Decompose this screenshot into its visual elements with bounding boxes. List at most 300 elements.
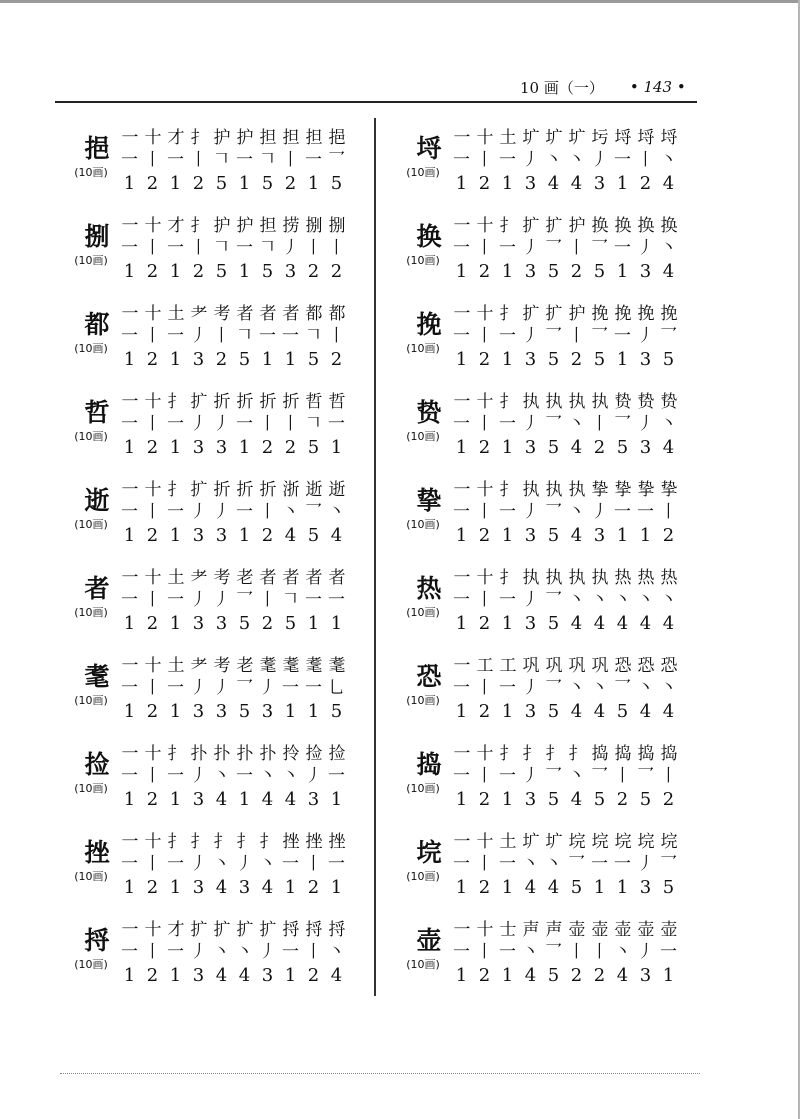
stroke-step: 扑 [213, 744, 230, 764]
stroke-step: 十 [144, 920, 161, 940]
stroke-code: 1 [455, 525, 468, 546]
stroke-code: 4 [593, 701, 606, 722]
stroke-shape: 一 [282, 942, 299, 962]
stroke-code: 2 [478, 525, 491, 546]
stroke-shapes [450, 676, 730, 700]
stroke-step: 换 [614, 216, 631, 236]
stroke-code: 1 [284, 965, 297, 986]
stroke-shape: 丿 [522, 502, 539, 522]
stroke-shape: 丿 [190, 678, 207, 698]
stroke-step: 十 [144, 392, 161, 412]
stroke-step: 扌 [190, 128, 207, 148]
stroke-shapes [118, 500, 398, 524]
stroke-shape: 丿 [591, 502, 608, 522]
stroke-code: 2 [146, 525, 159, 546]
stroke-build-sequence [118, 122, 398, 148]
stroke-step: 扩 [545, 216, 562, 236]
stroke-step: 一 [121, 744, 138, 764]
character-entry [392, 558, 712, 646]
stroke-shape: 一 [167, 414, 184, 434]
stroke-shapes [118, 852, 398, 876]
character-entry [60, 206, 380, 294]
stroke-step: 壶 [660, 920, 677, 940]
stroke-shape: 一 [259, 326, 276, 346]
stroke-codes [118, 524, 398, 548]
stroke-code: 3 [593, 525, 606, 546]
stroke-code: 1 [455, 261, 468, 282]
stroke-shape: 丶 [660, 238, 677, 258]
stroke-code: 2 [570, 261, 583, 282]
stroke-shape: 丶 [568, 678, 585, 698]
character-entry [60, 646, 380, 734]
stroke-step: 一 [453, 832, 470, 852]
stroke-code: 1 [123, 437, 136, 458]
stroke-step: 挫 [328, 832, 345, 852]
stroke-step: 耄 [259, 656, 276, 676]
stroke-count-tag: (10画) [74, 342, 108, 355]
stroke-shape: 一 [121, 590, 138, 610]
stroke-code: 5 [238, 349, 251, 370]
stroke-step: 担 [259, 128, 276, 148]
stroke-build-sequence [450, 474, 730, 500]
stroke-code: 4 [570, 525, 583, 546]
stroke-step: 哲 [305, 392, 322, 412]
stroke-shape: 丿 [190, 854, 207, 874]
stroke-step: 考 [213, 656, 230, 676]
stroke-shape: 一 [637, 502, 654, 522]
stroke-step: 护 [568, 304, 585, 324]
stroke-codes [450, 172, 730, 196]
stroke-shape: 丨 [476, 766, 493, 786]
stroke-code: 5 [238, 701, 251, 722]
stroke-count-tag: (10画) [74, 782, 108, 795]
stroke-shape: 丨 [190, 150, 207, 170]
stroke-step: 土 [499, 832, 516, 852]
stroke-shape: 丶 [545, 854, 562, 874]
stroke-shapes [450, 324, 730, 348]
stroke-shape: 丿 [522, 150, 539, 170]
stroke-code: 2 [570, 349, 583, 370]
stroke-shapes [118, 940, 398, 964]
stroke-code: 5 [238, 613, 251, 634]
stroke-code: 1 [169, 349, 182, 370]
stroke-code: 3 [192, 789, 205, 810]
stroke-code: 3 [192, 965, 205, 986]
stroke-shape: 丨 [476, 854, 493, 874]
stroke-code: 5 [330, 173, 343, 194]
stroke-step: 十 [144, 744, 161, 764]
stroke-step: 挚 [591, 480, 608, 500]
stroke-step: 恐 [637, 656, 654, 676]
stroke-step: 浙 [282, 480, 299, 500]
stroke-shape: 一 [328, 766, 345, 786]
stroke-shape: 丨 [144, 238, 161, 258]
stroke-shape: 乛 [545, 942, 562, 962]
stroke-code: 1 [169, 173, 182, 194]
stroke-code: 1 [616, 525, 629, 546]
character: 哲 [84, 398, 110, 427]
stroke-step: 巩 [591, 656, 608, 676]
stroke-code: 3 [593, 173, 606, 194]
character-entry [60, 734, 380, 822]
stroke-count-tag: (10画) [406, 782, 440, 795]
stroke-build-sequence [118, 738, 398, 764]
stroke-code: 3 [524, 701, 537, 722]
stroke-step: 一 [453, 128, 470, 148]
stroke-code: 5 [593, 349, 606, 370]
stroke-step: 恐 [614, 656, 631, 676]
stroke-shape: 丨 [476, 502, 493, 522]
stroke-shape: 丨 [144, 942, 161, 962]
stroke-step: 挽 [591, 304, 608, 324]
stroke-codes [118, 436, 398, 460]
stroke-step: 考 [213, 304, 230, 324]
stroke-code: 2 [478, 261, 491, 282]
stroke-shape: 丿 [213, 678, 230, 698]
stroke-step: 扑 [190, 744, 207, 764]
stroke-code: 2 [146, 877, 159, 898]
stroke-code: 4 [547, 877, 560, 898]
stroke-code: 1 [330, 789, 343, 810]
stroke-step: 一 [121, 480, 138, 500]
stroke-step: 扌 [568, 744, 585, 764]
stroke-shape: 丨 [476, 414, 493, 434]
stroke-code: 2 [284, 437, 297, 458]
stroke-step: 耄 [328, 656, 345, 676]
stroke-shape: 丶 [660, 414, 677, 434]
stroke-step: 扌 [167, 392, 184, 412]
stroke-step: 一 [453, 392, 470, 412]
stroke-step: 捌 [305, 216, 322, 236]
stroke-code: 2 [146, 261, 159, 282]
stroke-shape: 丶 [328, 942, 345, 962]
stroke-code: 1 [307, 173, 320, 194]
stroke-shape: 一 [453, 766, 470, 786]
character-entry [60, 822, 380, 910]
stroke-step: 执 [522, 480, 539, 500]
stroke-step: 扩 [190, 480, 207, 500]
stroke-shape: 丨 [568, 942, 585, 962]
stroke-step: 挚 [614, 480, 631, 500]
stroke-code: 1 [501, 877, 514, 898]
stroke-codes [450, 964, 730, 988]
stroke-shape: 丿 [259, 678, 276, 698]
stroke-shape: 一 [499, 766, 516, 786]
stroke-code: 1 [501, 437, 514, 458]
stroke-step: 执 [591, 568, 608, 588]
stroke-step: 都 [328, 304, 345, 324]
stroke-code: 4 [593, 613, 606, 634]
stroke-step: 者 [282, 568, 299, 588]
stroke-code: 5 [547, 965, 560, 986]
stroke-code: 3 [524, 349, 537, 370]
stroke-step: 挽 [637, 304, 654, 324]
stroke-step: 贽 [637, 392, 654, 412]
stroke-code: 1 [169, 613, 182, 634]
stroke-code: 3 [215, 525, 228, 546]
stroke-code: 3 [192, 613, 205, 634]
stroke-code: 1 [616, 877, 629, 898]
stroke-code: 2 [593, 437, 606, 458]
stroke-shape: 一 [236, 766, 253, 786]
character: 埒 [416, 134, 442, 163]
stroke-build-sequence [450, 122, 730, 148]
stroke-step: 扌 [499, 304, 516, 324]
stroke-code: 4 [662, 261, 675, 282]
stroke-code: 5 [593, 789, 606, 810]
right-column [392, 118, 712, 998]
stroke-shape: 丨 [476, 150, 493, 170]
stroke-step: 埒 [660, 128, 677, 148]
stroke-step: 护 [213, 128, 230, 148]
stroke-code: 1 [123, 173, 136, 194]
stroke-count-tag: (10画) [406, 870, 440, 883]
stroke-code: 3 [215, 613, 228, 634]
stroke-code: 2 [215, 349, 228, 370]
stroke-code: 1 [593, 877, 606, 898]
character: 捣 [416, 750, 442, 779]
stroke-step: 执 [545, 480, 562, 500]
stroke-code: 4 [570, 701, 583, 722]
stroke-shape: 一 [282, 678, 299, 698]
stroke-step: 扩 [545, 304, 562, 324]
stroke-codes [118, 612, 398, 636]
stroke-step: 埒 [614, 128, 631, 148]
character: 恐 [416, 662, 442, 691]
stroke-step: 十 [476, 392, 493, 412]
stroke-shapes [450, 764, 730, 788]
stroke-shape: 丿 [190, 590, 207, 610]
stroke-code: 4 [570, 789, 583, 810]
stroke-code: 5 [307, 525, 320, 546]
stroke-shape: 一 [453, 942, 470, 962]
stroke-code: 1 [455, 437, 468, 458]
stroke-shape: 丨 [282, 414, 299, 434]
stroke-code: 1 [501, 349, 514, 370]
stroke-step: 耂 [190, 304, 207, 324]
stroke-shape: 一 [328, 854, 345, 874]
stroke-code: 5 [215, 173, 228, 194]
stroke-step: 十 [144, 128, 161, 148]
stroke-code: 3 [524, 613, 537, 634]
stroke-step: 执 [568, 568, 585, 588]
stroke-code: 3 [192, 525, 205, 546]
stroke-shape: 丨 [144, 414, 161, 434]
character-entry [392, 910, 712, 998]
stroke-shape: 一 [453, 678, 470, 698]
stroke-step: 老 [236, 656, 253, 676]
stroke-code: 4 [261, 877, 274, 898]
stroke-code: 1 [330, 613, 343, 634]
character-entry [392, 118, 712, 206]
stroke-step: 热 [660, 568, 677, 588]
stroke-shape: 一 [236, 150, 253, 170]
stroke-shapes [450, 412, 730, 436]
stroke-shape: 丿 [591, 150, 608, 170]
stroke-shape: 一 [453, 238, 470, 258]
stroke-step: 执 [545, 392, 562, 412]
stroke-step: 护 [213, 216, 230, 236]
stroke-shapes [118, 236, 398, 260]
stroke-code: 5 [547, 525, 560, 546]
stroke-step: 者 [328, 568, 345, 588]
stroke-shape: 一 [121, 414, 138, 434]
stroke-shape: 丿 [190, 502, 207, 522]
stroke-step: 逝 [305, 480, 322, 500]
stroke-code: 2 [570, 965, 583, 986]
stroke-shape: 丨 [568, 326, 585, 346]
stroke-code: 5 [284, 613, 297, 634]
stroke-code: 4 [662, 701, 675, 722]
stroke-step: 挽 [614, 304, 631, 324]
stroke-code: 5 [307, 437, 320, 458]
character-entry [392, 382, 712, 470]
stroke-code: 3 [524, 173, 537, 194]
stroke-code: 5 [215, 261, 228, 282]
stroke-step: 才 [167, 216, 184, 236]
stroke-step: 折 [213, 480, 230, 500]
stroke-step: 一 [453, 480, 470, 500]
character: 换 [416, 222, 442, 251]
stroke-code: 4 [261, 789, 274, 810]
stroke-step: 挹 [328, 128, 345, 148]
stroke-step: 埒 [637, 128, 654, 148]
stroke-code: 1 [238, 437, 251, 458]
stroke-step: 扑 [259, 744, 276, 764]
stroke-step: 折 [213, 392, 230, 412]
stroke-step: 者 [259, 304, 276, 324]
stroke-step: 执 [568, 392, 585, 412]
stroke-step: 热 [614, 568, 631, 588]
stroke-step: 挚 [637, 480, 654, 500]
stroke-code: 3 [261, 701, 274, 722]
stroke-build-sequence [118, 650, 398, 676]
stroke-shape: 丿 [282, 238, 299, 258]
stroke-codes [450, 436, 730, 460]
stroke-step: 扌 [499, 568, 516, 588]
stroke-step: 捣 [660, 744, 677, 764]
stroke-shape: 一 [453, 414, 470, 434]
character-entry [392, 294, 712, 382]
stroke-code: 2 [307, 877, 320, 898]
page-number: • 143 • [629, 78, 686, 96]
stroke-code: 2 [593, 965, 606, 986]
stroke-shape: 乛 [591, 766, 608, 786]
stroke-shapes [118, 764, 398, 788]
stroke-code: 2 [307, 261, 320, 282]
stroke-code: 1 [123, 349, 136, 370]
stroke-step: 一 [121, 304, 138, 324]
character: 都 [84, 310, 110, 339]
page-header [520, 76, 700, 98]
stroke-shape: 丨 [328, 326, 345, 346]
character-entry [392, 646, 712, 734]
stroke-shape: 丿 [637, 942, 654, 962]
stroke-code: 1 [501, 525, 514, 546]
stroke-code: 5 [261, 261, 274, 282]
stroke-shape: 丶 [282, 766, 299, 786]
stroke-code: 1 [501, 613, 514, 634]
character: 捌 [84, 222, 110, 251]
stroke-code: 1 [330, 437, 343, 458]
stroke-code: 1 [169, 877, 182, 898]
stroke-code: 5 [547, 701, 560, 722]
stroke-count-tag: (10画) [406, 430, 440, 443]
stroke-code: 5 [307, 349, 320, 370]
stroke-step: 一 [121, 216, 138, 236]
stroke-codes [118, 700, 398, 724]
stroke-step: 工 [476, 656, 493, 676]
stroke-step: 一 [121, 568, 138, 588]
stroke-shape: 丨 [213, 326, 230, 346]
character: 捋 [84, 926, 110, 955]
stroke-shape: 丨 [144, 502, 161, 522]
stroke-code: 1 [284, 877, 297, 898]
stroke-shapes [450, 852, 730, 876]
stroke-shape: 丿 [190, 766, 207, 786]
stroke-code: 3 [524, 261, 537, 282]
stroke-shape: 丨 [591, 414, 608, 434]
stroke-step: 担 [282, 128, 299, 148]
stroke-step: 护 [568, 216, 585, 236]
character-entry [60, 910, 380, 998]
stroke-code: 3 [524, 437, 537, 458]
stroke-code: 4 [639, 701, 652, 722]
stroke-shape: 丿 [637, 414, 654, 434]
stroke-build-sequence [450, 210, 730, 236]
stroke-shape: 丨 [660, 502, 677, 522]
stroke-step: 扌 [522, 744, 539, 764]
character: 挫 [84, 838, 110, 867]
stroke-step: 扌 [167, 832, 184, 852]
stroke-shape: 一 [167, 854, 184, 874]
stroke-step: 扌 [213, 832, 230, 852]
stroke-shape: 一 [167, 942, 184, 962]
stroke-shape: 一 [236, 238, 253, 258]
stroke-step: 一 [121, 656, 138, 676]
stroke-code: 5 [547, 789, 560, 810]
stroke-code: 2 [478, 173, 491, 194]
stroke-step: 垸 [591, 832, 608, 852]
stroke-step: 扩 [522, 216, 539, 236]
stroke-codes [450, 612, 730, 636]
stroke-step: 扌 [167, 480, 184, 500]
stroke-shape: 丨 [305, 942, 322, 962]
stroke-shape: 丶 [660, 150, 677, 170]
character: 壶 [416, 926, 442, 955]
stroke-shape: 一 [121, 854, 138, 874]
stroke-shape: 乛 [591, 238, 608, 258]
stroke-code: 1 [455, 877, 468, 898]
stroke-step: 者 [282, 304, 299, 324]
stroke-code: 4 [547, 173, 560, 194]
character: 者 [84, 574, 110, 603]
stroke-step: 扌 [167, 744, 184, 764]
stroke-step: 挚 [660, 480, 677, 500]
stroke-step: 扌 [499, 480, 516, 500]
stroke-shape: 丶 [259, 854, 276, 874]
stroke-code: 3 [238, 877, 251, 898]
stroke-code: 3 [192, 877, 205, 898]
stroke-step: 捣 [591, 744, 608, 764]
stroke-shape: 一 [453, 502, 470, 522]
stroke-build-sequence [450, 914, 730, 940]
stroke-step: 一 [453, 920, 470, 940]
stroke-step: 声 [545, 920, 562, 940]
stroke-build-sequence [450, 826, 730, 852]
stroke-code: 2 [478, 701, 491, 722]
character-entry [60, 294, 380, 382]
